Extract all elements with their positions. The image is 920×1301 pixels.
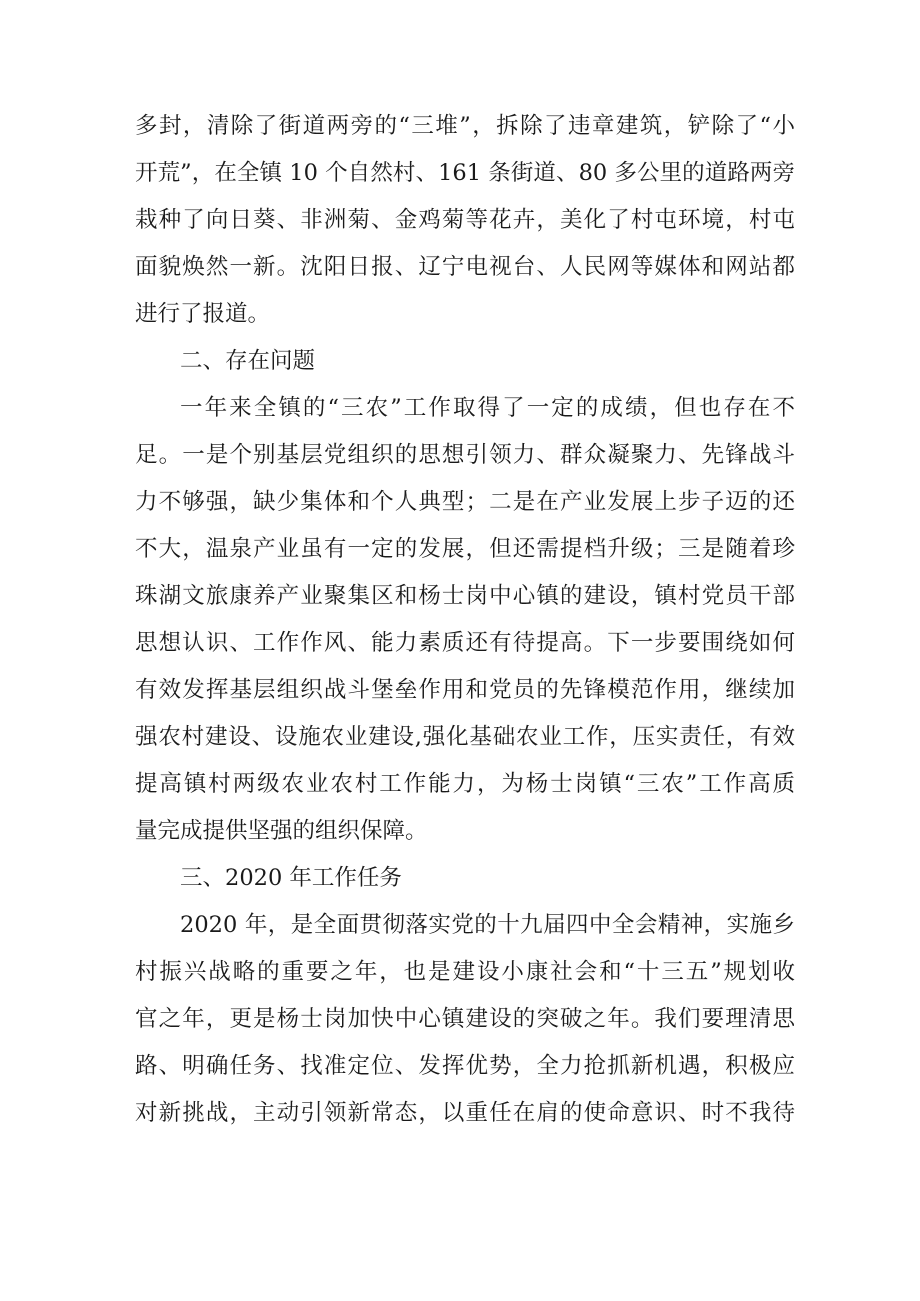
text-line: 量完成提供坚强的组织保障。 <box>135 818 428 844</box>
text-line: 一年来全镇的“三农”工作取得了一定的成绩，但也存在不 <box>180 395 795 421</box>
text-line: 村振兴战略的重要之年，也是建设小康社会和“十三五”规划收 <box>135 959 795 985</box>
text-line: 强农村建设、设施农业建设,强化基础农业工作，压实责任，有效 <box>135 724 795 750</box>
text-line: 足。一是个别基层党组织的思想引领力、群众凝聚力、先锋战斗 <box>135 442 795 468</box>
text-line: 栽种了向日葵、非洲菊、金鸡菊等花卉，美化了村屯环境，村屯 <box>135 207 795 233</box>
text-line: 不大，温泉产业虽有一定的发展，但还需提档升级；三是随着珍 <box>135 536 795 562</box>
section-heading: 三、2020 年工作任务 <box>180 865 402 891</box>
text-line: 提高镇村两级农业农村工作能力，为杨士岗镇“三农”工作高质 <box>135 771 795 797</box>
document-body <box>135 103 795 1137</box>
text-line: 路、明确任务、找准定位、发挥优势，全力抢抓新机遇，积极应 <box>135 1053 795 1079</box>
section-heading: 二、存在问题 <box>180 348 316 374</box>
text-line: 思想认识、工作作风、能力素质还有待提高。下一步要围绕如何 <box>135 630 795 656</box>
text-line: 珠湖文旅康养产业聚集区和杨士岗中心镇的建设，镇村党员干部 <box>135 583 795 609</box>
text-line: 开荒”，在全镇 10 个自然村、161 条街道、80 多公里的道路两旁 <box>135 160 795 186</box>
text-line: 多封，清除了街道两旁的“三堆”，拆除了违章建筑，铲除了“小 <box>135 113 795 139</box>
text-line: 对新挑战，主动引领新常态，以重任在肩的使命意识、时不我待 <box>135 1100 795 1126</box>
text-line: 力不够强，缺少集体和个人典型；二是在产业发展上步子迈的还 <box>135 489 795 515</box>
text-line: 面貌焕然一新。沈阳日报、辽宁电视台、人民网等媒体和网站都 <box>135 254 795 280</box>
text-line: 官之年，更是杨士岗加快中心镇建设的突破之年。我们要理清思 <box>135 1006 795 1032</box>
text-line: 有效发挥基层组织战斗堡垒作用和党员的先锋模范作用，继续加 <box>135 677 795 703</box>
text-line: 2020 年，是全面贯彻落实党的十九届四中全会精神，实施乡 <box>180 912 795 938</box>
text-line: 进行了报道。 <box>135 301 271 327</box>
